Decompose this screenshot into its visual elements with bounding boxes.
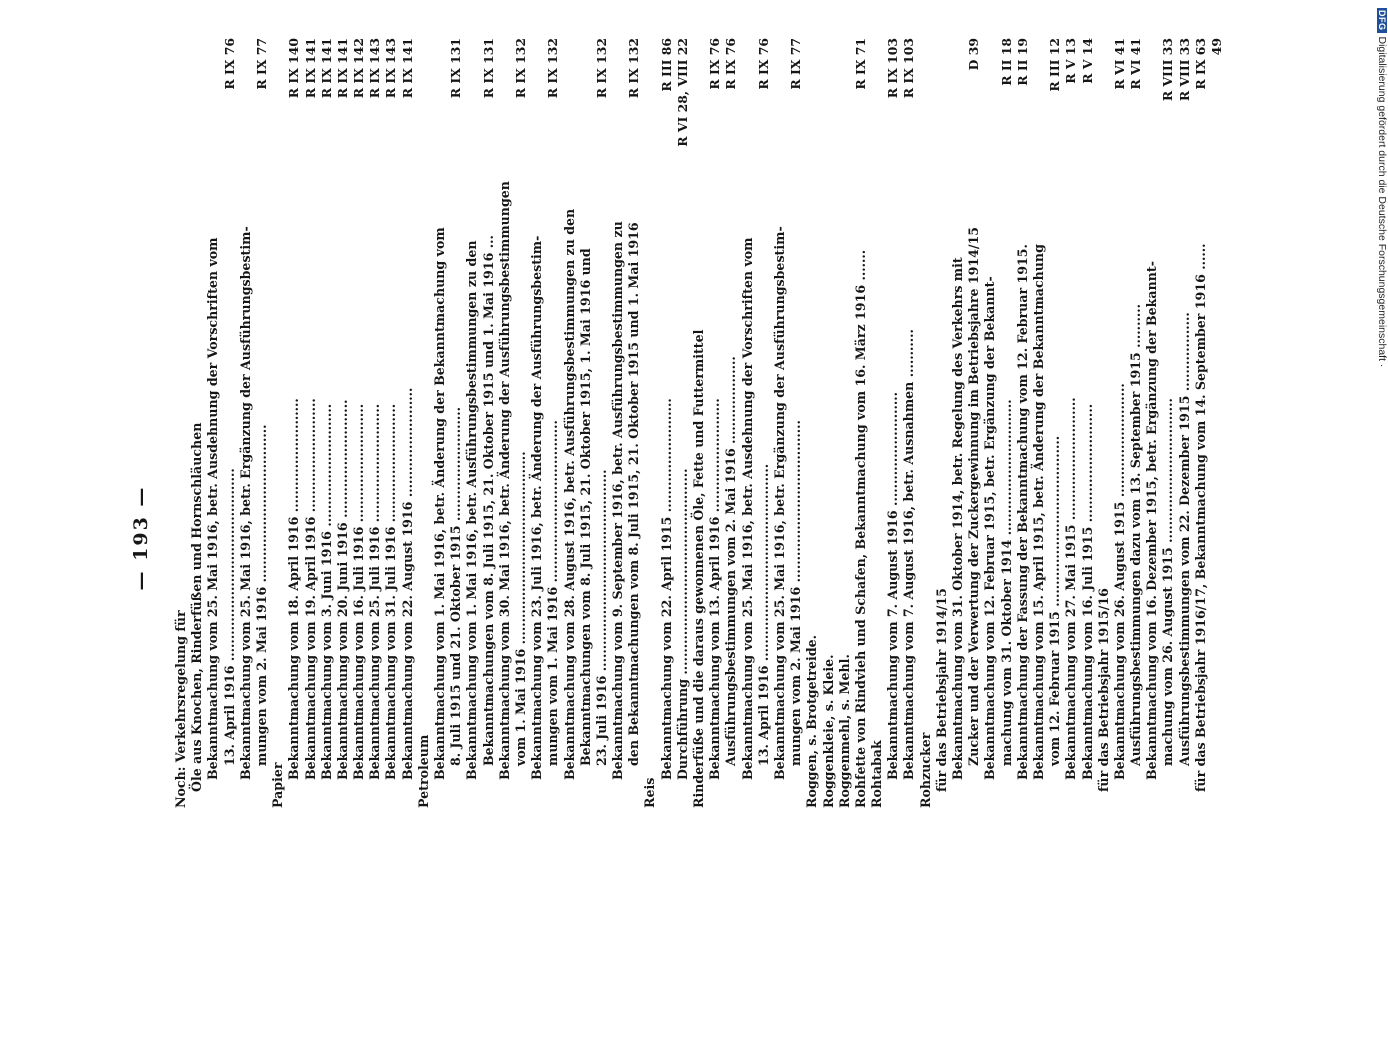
entry-text: Bekanntmachung vom 25. Mai 1916, betr. Ergänzung der Ausführungsbestim- (237, 226, 253, 780)
entry-text: Reis (642, 777, 658, 808)
entry-text: Papier (270, 762, 286, 808)
index-entry (821, 38, 837, 808)
index-entry (173, 38, 189, 808)
index-entry (222, 38, 238, 808)
index-entry (740, 38, 756, 808)
entry-text: Bekanntmachung vom 7. August 1916, betr. Ausnahmen ........... (901, 329, 917, 780)
index-entries (173, 38, 1225, 808)
index-entry (578, 38, 594, 808)
entry-text: Bekanntmachung vom 30. Mai 1916, betr. Änderung der Ausführungsbestimmungen (496, 181, 512, 780)
entry-text: für das Betriebsjahr 1916/17, Bekanntmachung vom 14. September 1916 ...... (1192, 243, 1208, 792)
index-entry (1193, 38, 1209, 808)
index-entry (189, 38, 205, 808)
index-entry (351, 38, 367, 808)
entry-text: Bekanntmachung vom 12. Februar 1915, betr. Ergänzung der Bekannt- (982, 276, 998, 780)
entry-reference: R VIII 33 (1176, 38, 1192, 102)
entry-text: Rinderfüße und die daraus gewonnenen Öle, Fette und Futtermittel (691, 329, 706, 808)
index-entry (804, 38, 820, 808)
entry-reference: R II 19 (1014, 38, 1030, 86)
entry-text: vom 12. Februar 1915 ....................................... (1047, 435, 1063, 766)
entry-text: 13. April 1916 ............................................ (221, 468, 237, 766)
entry-text: vom 1. Mai 1916 ............................................ (512, 451, 528, 766)
index-entry (788, 38, 804, 808)
entry-text: Bekanntmachungen vom 8. Juli 1915, 21. Oktober 1915, 1. Mai 1916 und (577, 248, 593, 766)
entry-reference: R IX 76 (755, 38, 771, 90)
index-entry (562, 38, 578, 808)
digitization-notice: Digitalisierung gefördert durch die Deutsche Forschungsgemeinschaft · (1376, 36, 1388, 368)
entry-reference: R IX 141 (302, 38, 318, 99)
entry-text: Bekanntmachung vom 16. Juli 1916 ........................... (351, 403, 367, 780)
index-entry (594, 38, 610, 808)
entry-reference: R IX 76 (221, 38, 237, 90)
entry-text: Bekanntmachung vom 15. April 1915, betr. Änderung der Bekanntmachung (1030, 244, 1046, 780)
entry-text: Bekanntmachung vom 3. Juni 1916 ............................ (318, 403, 334, 780)
entry-reference: R IX 142 (351, 38, 367, 99)
entry-text: machung vom 26. August 1915 ................................. (1160, 398, 1176, 766)
index-entry (885, 38, 901, 808)
entry-text: Bekanntmachung vom 26. August 1915 .......................... (1111, 383, 1127, 780)
index-entry (529, 38, 545, 808)
entry-text: Bekanntmachung vom 1. Mai 1916, betr. Änderung der Bekanntmachung vom (432, 227, 447, 780)
entry-reference: R III 12 (1047, 38, 1063, 92)
entry-text: Bekanntmachung vom 20. Juni 1916 ........................... (334, 399, 350, 780)
index-entry (918, 38, 934, 808)
index-entry (545, 38, 561, 808)
index-entry (1160, 38, 1176, 808)
index-entry (1047, 38, 1063, 808)
index-entry (1031, 38, 1047, 808)
entry-reference: R IX 131 (448, 38, 464, 99)
index-entry (335, 38, 351, 808)
entry-reference: R IX 76 (723, 38, 739, 90)
entry-reference: R IX 131 (480, 38, 496, 99)
index-entry (319, 38, 335, 808)
entry-text: den Bekanntmachungen vom 8. Juli 1915, 21. Oktober 1915 und 1. Mai 1916 (626, 222, 642, 766)
index-entry (999, 38, 1015, 808)
entry-reference: R V 13 (1063, 38, 1079, 84)
entry-text: Bekanntmachung vom 13. April 1916 .......................... (707, 398, 723, 780)
index-entry (659, 38, 675, 808)
entry-text: Bekanntmachungen vom 8. Juli 1915, 21. Oktober 1915 und 1. Mai 1916 ... (480, 235, 496, 766)
entry-text: 8. Juli 1915 und 21. Oktober 1915 .......................... (448, 406, 464, 766)
index-entry (1209, 38, 1225, 808)
entry-reference: R III 86 (658, 38, 674, 92)
entry-text: Bekanntmachung vom 27. Mai 1915 ............................ (1063, 397, 1079, 780)
index-entry (837, 38, 853, 808)
index-entry (1177, 38, 1193, 808)
entry-text: Ausführungsbestimmungen dazu vom 13. September 1915 .......... (1128, 304, 1144, 766)
entry-text: Bekanntmachung vom 16. Dezember 1915, betr. Ergänzung der Bekannt- (1144, 261, 1160, 780)
entry-text: Bekanntmachung vom 31. Juli 1916 ........................... (383, 403, 399, 780)
index-entry (416, 38, 432, 808)
entry-text: Rohfette von Rindvieh und Schafen, Bekanntmachung vom 16. März 1916 ....... (852, 249, 868, 808)
entry-text: Bekanntmachung vom 9. September 1916, betr. Ausführungsbestimmungen zu (610, 221, 626, 780)
entry-reference: R IX 141 (334, 38, 350, 99)
entry-text: Petroleum (415, 734, 431, 808)
entry-reference: R IX 63 (1192, 38, 1208, 90)
page-number: — 193 — (130, 485, 152, 591)
entry-reference: R IX 141 (318, 38, 334, 99)
entry-text: Roggenmehl, s. Mehl. (836, 654, 852, 808)
index-entry (1096, 38, 1112, 808)
entry-reference: D 39 (966, 38, 982, 71)
index-entry (383, 38, 399, 808)
entry-text: Öle aus Knochen, Rinderfüßen und Hornschläuchen (189, 422, 205, 792)
index-entry (966, 38, 982, 808)
entry-text: Durchführung ............................................... (674, 468, 690, 780)
entry-text: Ausführungsbestimmungen vom 22. Dezember 1915 .................. (1176, 312, 1192, 766)
index-entry (934, 38, 950, 808)
entry-text: für das Betriebsjahr 1915/16 (1095, 588, 1111, 792)
entry-text: Bekanntmachung vom 25. Mai 1916, betr. Ergänzung der Ausführungsbestim- (771, 226, 787, 780)
index-entry (1112, 38, 1128, 808)
entry-reference: R IX 132 (626, 38, 642, 99)
index-entry (950, 38, 966, 808)
index-entry (464, 38, 480, 808)
entry-text: Bekanntmachung vom 25. Mai 1916, betr. Ausdehnung der Vorschriften vom (205, 237, 221, 780)
index-entry (497, 38, 513, 808)
entry-reference: R II 18 (998, 38, 1014, 86)
entry-reference: R IX 103 (885, 38, 901, 99)
entry-text: Roggen, s. Brotgetreide. (804, 634, 820, 808)
index-entry (1128, 38, 1144, 808)
entry-reference: 49 (1209, 38, 1224, 56)
entry-reference: R IX 143 (367, 38, 383, 99)
index-entry (982, 38, 998, 808)
index-entry (772, 38, 788, 808)
entry-text: Bekanntmachung vom 25. Juli 1916 ........................... (367, 403, 383, 780)
entry-text: Bekanntmachung der Fassung der Bekanntmachung vom 12. Februar 1915. (1014, 244, 1030, 780)
index-entry (626, 38, 642, 808)
entry-reference: R IX 76 (707, 38, 723, 90)
index-entry (400, 38, 416, 808)
entry-reference: R IX 77 (253, 38, 269, 90)
entry-text: Bekanntmachung vom 1. Mai 1916, betr. Ausführungsbestimmungen zu den (464, 240, 480, 780)
index-entry (367, 38, 383, 808)
entry-reference: R IX 71 (852, 38, 868, 90)
entry-text: Bekanntmachung vom 22. April 1915 .......................... (658, 398, 674, 780)
entry-text: Ausführungsbestimmungen vom 2. Mai 1916 .................... (723, 356, 739, 766)
digitization-stamp (1362, 8, 1388, 608)
index-entry (675, 38, 691, 808)
index-entry (286, 38, 302, 808)
index-entry (610, 38, 626, 808)
entry-reference: R VI 28, VIII 22 (674, 38, 690, 147)
entry-text: Bekanntmachung vom 25. Mai 1916, betr. Ausdehnung der Vorschriften vom (739, 237, 755, 780)
index-entry (432, 38, 448, 808)
entry-text: Roggenkleie, s. Kleie. (820, 654, 836, 808)
index-entry (707, 38, 723, 808)
entry-text: Bekanntmachung vom 31. Oktober 1914, betr. Regelung des Verkehrs mit (950, 257, 965, 780)
index-entry (1080, 38, 1096, 808)
entry-text: Bekanntmachung vom 28. August 1916, betr. Ausführungsbestimmungen zu den (561, 208, 577, 780)
entry-reference: R VI 41 (1128, 38, 1144, 90)
entry-text: Bekanntmachung vom 16. Juli 1915 ........................... (1079, 403, 1095, 780)
entry-text: Zucker und der Verwertung der Zuckergewinnung im Betriebsjahre 1914/15 (966, 226, 982, 766)
index-entry (1144, 38, 1160, 808)
entry-reference: R IX 141 (399, 38, 415, 99)
entry-reference: R IX 77 (788, 38, 804, 90)
dfg-logo-icon: DFG (1377, 10, 1387, 31)
entry-text: Bekanntmachung vom 18. April 1916 .......................... (286, 398, 302, 780)
entry-text: 13. April 1916 ............................................. (755, 463, 771, 766)
entry-text: Bekanntmachung vom 19. April 1916 .......................... (302, 398, 318, 780)
entry-text: Noch: Verkehrsregelung für (173, 610, 188, 808)
entry-text: Bekanntmachung vom 7. August 1916 .......................... (885, 391, 901, 780)
entry-reference: R IX 103 (901, 38, 917, 99)
index-entry (254, 38, 270, 808)
index-entry (901, 38, 917, 808)
index-entry (1015, 38, 1031, 808)
entry-reference: R V 14 (1079, 38, 1095, 84)
entry-text: mungen vom 2. Mai 1916 ..................................... (788, 420, 804, 766)
entry-text: für das Betriebsjahr 1914/15 (933, 588, 949, 792)
entry-text: 23. Juli 1916 .............................................. (593, 469, 609, 766)
entry-text: mungen vom 1. Mai 1916 ..................................... (545, 420, 561, 766)
entry-reference: R IX 140 (286, 38, 302, 99)
index-entry (270, 38, 286, 808)
index-entry (723, 38, 739, 808)
entry-reference: R IX 143 (383, 38, 399, 99)
index-entry (481, 38, 497, 808)
index-entry (691, 38, 707, 808)
entry-reference: R IX 132 (593, 38, 609, 99)
index-entry (238, 38, 254, 808)
entry-text: Bekanntmachung vom 23. Juli 1916, betr. Änderung der Ausführungsbestim- (529, 235, 545, 780)
entry-text: machung vom 31. Oktober 1914 ............................... (998, 399, 1014, 766)
index-entry (853, 38, 869, 808)
entry-text: Rohtabak (869, 740, 885, 808)
index-entry (1063, 38, 1079, 808)
entry-reference: R IX 132 (512, 38, 528, 99)
index-entry (756, 38, 772, 808)
entry-text: mungen vom 2. Mai 1916 .................................... (253, 424, 269, 766)
index-entry (869, 38, 885, 808)
index-entry (448, 38, 464, 808)
index-entry (205, 38, 221, 808)
entry-text: Bekanntmachung vom 22. August 1916 ......................... (399, 387, 415, 780)
entry-text: Rohzucker (917, 732, 933, 808)
entry-reference: R IX 132 (545, 38, 561, 99)
index-entry (513, 38, 529, 808)
entry-reference: R VIII 33 (1160, 38, 1176, 102)
index-entry (642, 38, 658, 808)
entry-reference: R VI 41 (1111, 38, 1127, 90)
index-entry (303, 38, 319, 808)
